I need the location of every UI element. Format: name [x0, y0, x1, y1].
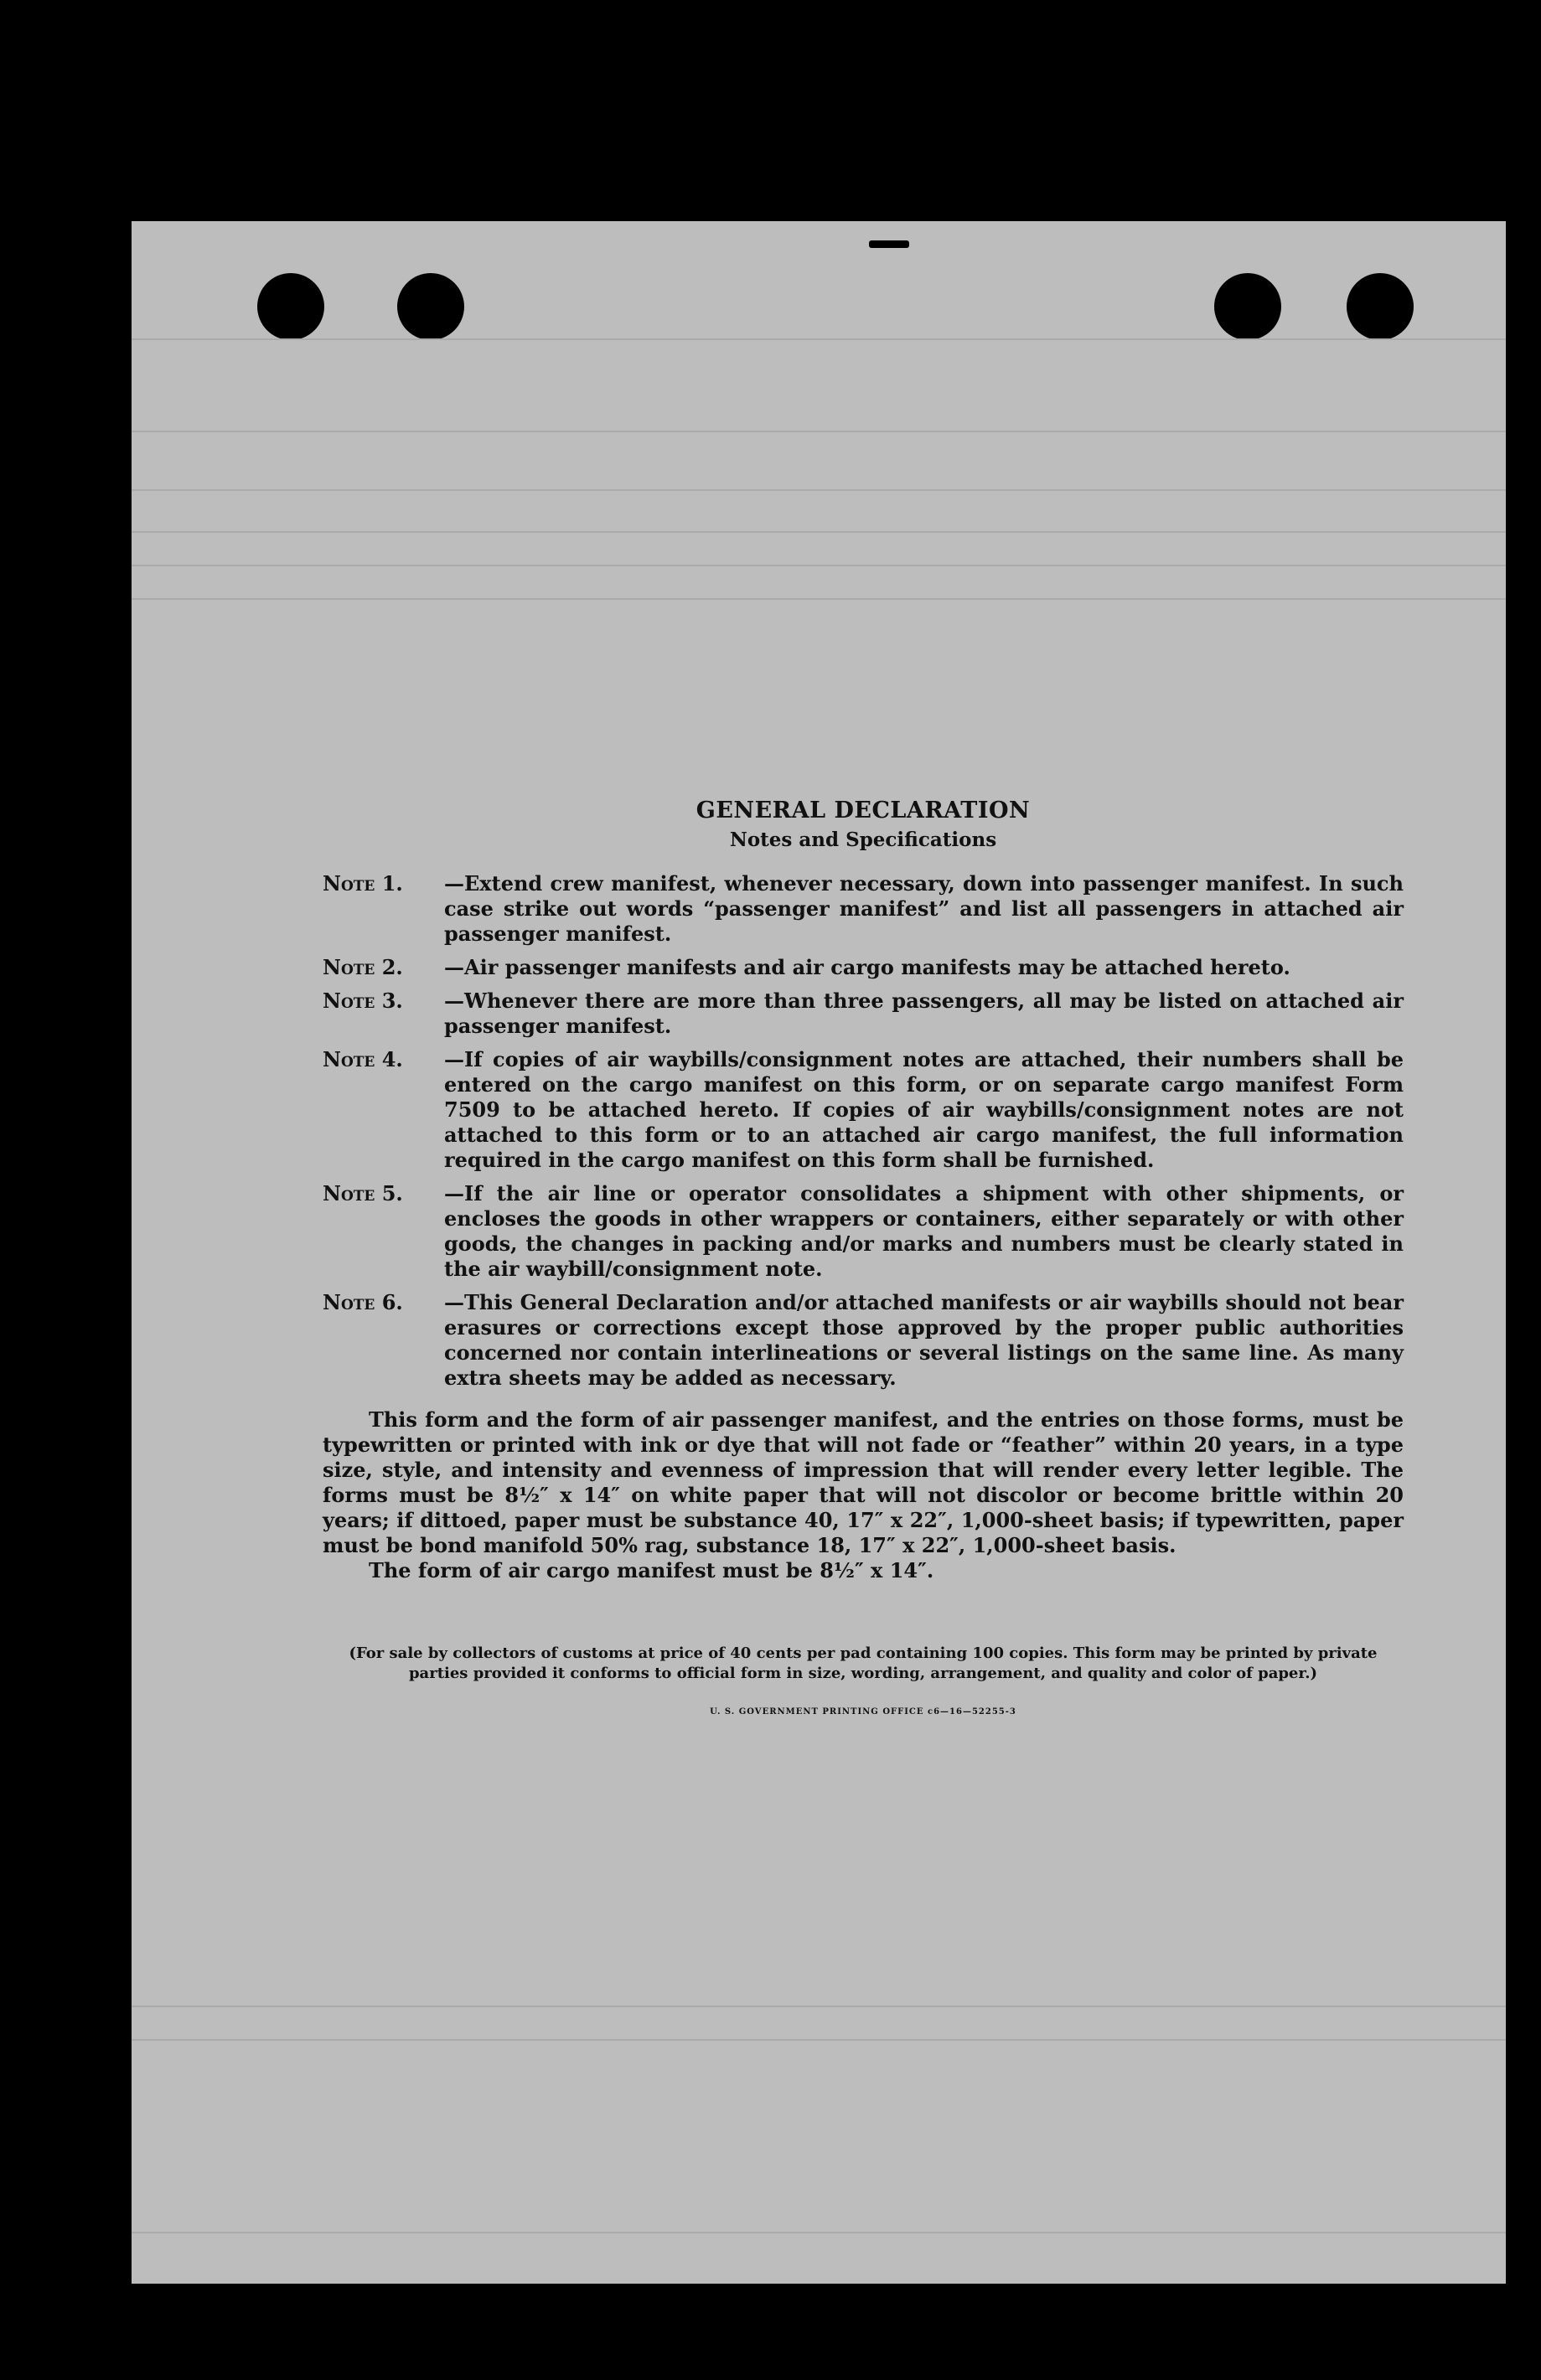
- bleed-through-line: [132, 598, 1506, 600]
- note-4: [323, 1047, 1404, 1173]
- note-2: [323, 955, 1404, 980]
- note-text: —This General Declaration and/or attached manifests or air waybills should not bear erasures or corrections except those approved by the proper public authorities concerned nor contain interlineations or several listings on the same line. As many extra sheets may be added as necessary.: [444, 1290, 1404, 1390]
- bleed-through-line: [132, 431, 1506, 432]
- specification-paragraph: This form and the form of air passenger manifest, and the entries on those forms, must be typewritten or printed with ink or dye that will not fade or “feather” within 20 years, in a type size, style, and intensity and evenness of impression that will render every letter legible. The forms must be 8½″ x 14″ on white paper that will not discolor or become brittle within 20 years; if dittoed, paper must be substance 40, 17″ x 22″, 1,000-sheet basis; if typewritten, paper must be bond manifold 50% rag, substance 18, 17″ x 22″, 1,000-sheet basis.: [323, 1407, 1404, 1557]
- punch-hole: [397, 273, 464, 340]
- note-label: Note 4.: [323, 1047, 403, 1071]
- bleed-through-line: [132, 2006, 1506, 2007]
- bleed-through-line: [132, 531, 1506, 533]
- note-text: —If copies of air waybills/consignment notes are attached, their numbers shall be entered on the cargo manifest on this form, or on separate cargo manifest Form 7509 to be attached hereto. If copies of air waybills/consignment notes are not attached to this form or to an attached air cargo manifest, the full information required in the cargo manifest on this form shall be furnished.: [444, 1047, 1404, 1172]
- bleed-through-line: [132, 338, 1506, 340]
- document-subtitle: Notes and Specifications: [729, 829, 997, 851]
- note-text: —Air passenger manifests and air cargo manifests may be attached hereto.: [444, 955, 1290, 979]
- bleed-through-line: [132, 489, 1506, 491]
- note-3: [323, 989, 1404, 1039]
- staple-mark: [869, 240, 909, 248]
- note-label: Note 6.: [323, 1290, 403, 1314]
- cargo-manifest-size: The form of air cargo manifest must be 8½″ x 14″.: [369, 1558, 934, 1582]
- note-label: Note 1.: [323, 871, 403, 896]
- punch-hole: [257, 273, 324, 340]
- note-text: —If the air line or operator consolidates a shipment with other shipments, or encloses the goods in other wrappers or containers, either separately or with other goods, the changes in packing and/or marks and numbers must be clearly stated in the air waybill/consignment note.: [444, 1181, 1404, 1281]
- sale-note: (For sale by collectors of customs at price of 40 cents per pad containing 100 copies. This form may be printed by private parties provided it conforms to official form in size, wording, arrangement, and quality and color of paper.): [349, 1644, 1378, 1682]
- note-text: —Extend crew manifest, whenever necessary, down into passenger manifest. In such case strike out words “passenger manifest” and list all passengers in attached air passenger manifest.: [444, 871, 1404, 946]
- note-1: [323, 871, 1404, 947]
- bleed-through-line: [132, 2039, 1506, 2041]
- bleed-through-line: [132, 565, 1506, 566]
- note-6: [323, 1290, 1404, 1391]
- note-label: Note 5.: [323, 1181, 403, 1205]
- note-label: Note 2.: [323, 955, 403, 979]
- punch-hole: [1347, 273, 1414, 340]
- printer-imprint: U. S. GOVERNMENT PRINTING OFFICE c6—16—52255-3: [710, 1707, 1016, 1717]
- notes-section: [323, 798, 1404, 1717]
- punch-hole: [1214, 273, 1281, 340]
- document-title: GENERAL DECLARATION: [696, 798, 1031, 823]
- note-5: [323, 1181, 1404, 1282]
- document-page: [132, 221, 1506, 2284]
- note-label: Note 3.: [323, 989, 403, 1013]
- bleed-through-line: [132, 2232, 1506, 2233]
- note-text: —Whenever there are more than three passengers, all may be listed on attached air passenger manifest.: [444, 989, 1404, 1038]
